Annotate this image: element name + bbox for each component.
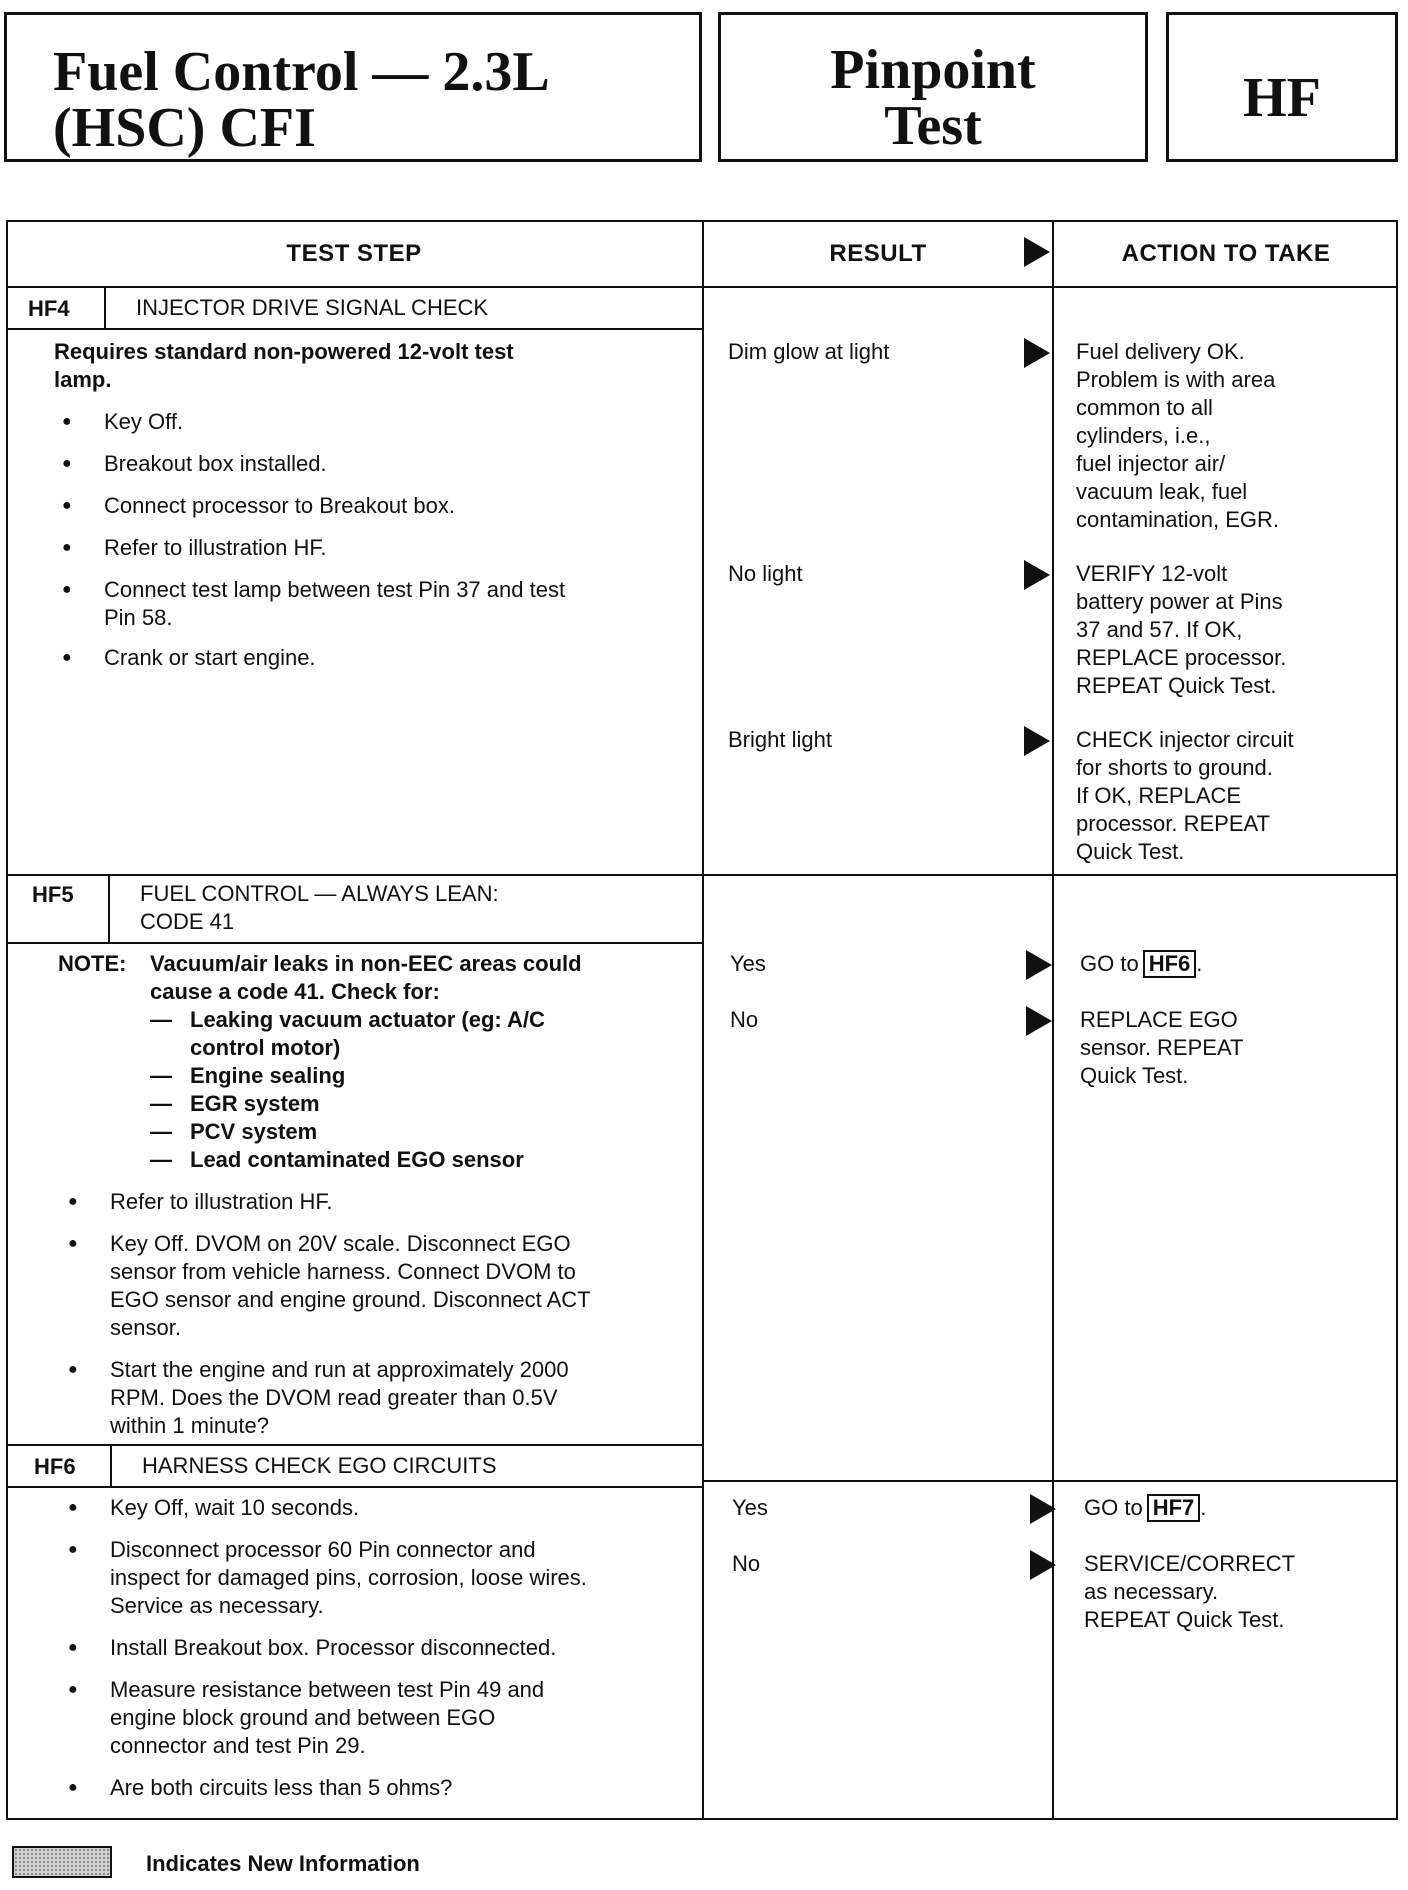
hf4-action-2-l3: 37 and 57. If OK, xyxy=(1076,617,1243,642)
hf6-header-bottom xyxy=(6,1486,702,1488)
hf4-action-3-l2: for shorts to ground. xyxy=(1076,755,1273,780)
hf4-bullet-1: ● Key Off. xyxy=(104,408,183,436)
divider-step-result xyxy=(702,220,704,1820)
hf6-result-yes-arrow-icon xyxy=(1030,1494,1056,1524)
hf6-bullet-3: ● Install Breakout box. Processor disconnected. xyxy=(110,1634,556,1662)
hf6-id-divider xyxy=(110,1444,112,1486)
hf6-result-no: No xyxy=(732,1551,761,1576)
hf5-step-title-l1: FUEL CONTROL — ALWAYS LEAN: xyxy=(140,881,499,906)
hf4-action-1-l5: fuel injector air/ xyxy=(1076,451,1226,476)
hf6-bullet-4-l2: engine block ground and between EGO xyxy=(110,1705,496,1730)
hf6-action-no-l1: SERVICE/CORRECT xyxy=(1084,1551,1296,1576)
hf4-header-bottom xyxy=(6,328,702,330)
hf5-bullet-2: ● Key Off. DVOM on 20V scale. Disconnect EGO xyxy=(110,1230,571,1258)
header-divider xyxy=(6,286,1398,288)
hf4-action-2-l5: REPEAT Quick Test. xyxy=(1076,673,1277,698)
hf6-action-yes xyxy=(1084,1494,1206,1522)
hf4-id-divider xyxy=(104,286,106,328)
hf4-step-title: INJECTOR DRIVE SIGNAL CHECK xyxy=(136,295,489,320)
hf5-bullet-3: ● Start the engine and run at approximately 2000 xyxy=(110,1356,569,1384)
section-code: HF xyxy=(1243,67,1321,129)
hf4-action-2-l4: REPLACE processor. xyxy=(1076,645,1287,670)
hf5-id-divider xyxy=(108,874,110,942)
hf6-step-id: HF6 xyxy=(34,1454,76,1479)
hf6-bullet-2: ● Disconnect processor 60 Pin connector and xyxy=(110,1536,536,1564)
header-result: RESULT xyxy=(829,240,927,267)
hf5-bullet-1: ● Refer to illustration HF. xyxy=(110,1188,333,1216)
hf6-action-no-l2: as necessary. xyxy=(1084,1579,1219,1604)
hf4-result-2: No light xyxy=(728,561,803,586)
divider-result-action xyxy=(1052,220,1054,1820)
hf5-check-3: — EGR system xyxy=(190,1090,320,1118)
hf4-action-1-l2: Problem is with area xyxy=(1076,367,1276,392)
hf6-bullet-5: ● Are both circuits less than 5 ohms? xyxy=(110,1774,452,1802)
hf6-bullet-4: ● Measure resistance between test Pin 49 and xyxy=(110,1676,544,1704)
hf5-bottom-divider-right xyxy=(702,1480,1398,1482)
hf4-bullet-3: ● Connect processor to Breakout box. xyxy=(104,492,455,520)
pinpoint-line2: Test xyxy=(884,95,982,157)
hf5-note-label: NOTE: xyxy=(58,951,127,976)
hf6-bullet-4-l3: connector and test Pin 29. xyxy=(110,1733,366,1758)
page-title-line2: (HSC) CFI xyxy=(53,97,316,159)
hf5-bullet-3-l3: within 1 minute? xyxy=(110,1413,269,1438)
hf4-requirement-l2: lamp. xyxy=(54,367,112,392)
hf5-note-l2: cause a code 41. Check for: xyxy=(150,979,440,1004)
hf5-step-title-l2: CODE 41 xyxy=(140,909,235,934)
hf6-action-yes-period: . xyxy=(1200,1495,1207,1520)
hf4-action-1-l3: common to all xyxy=(1076,395,1213,420)
title-box xyxy=(4,12,702,162)
hf5-action-no-l2: sensor. REPEAT xyxy=(1080,1035,1244,1060)
hf4-action-1-l7: contamination, EGR. xyxy=(1076,507,1279,532)
hf4-action-1-l4: cylinders, i.e., xyxy=(1076,423,1211,448)
hf4-bullet-5-cont: Pin 58. xyxy=(104,605,173,630)
hf7-step-link[interactable]: HF7 xyxy=(1147,1494,1201,1522)
hf5-check-1: — Leaking vacuum actuator (eg: A/C xyxy=(190,1006,545,1034)
hf4-action-1-l1: Fuel delivery OK. xyxy=(1076,339,1245,364)
hf5-check-2: — Engine sealing xyxy=(190,1062,345,1090)
new-info-legend: Indicates New Information xyxy=(146,1851,420,1876)
hf6-bullet-2-l3: Service as necessary. xyxy=(110,1593,324,1618)
new-info-swatch xyxy=(12,1846,112,1878)
hf4-bottom-divider xyxy=(6,874,1398,876)
pinpoint-test-box xyxy=(718,12,1148,162)
hf5-check-5: — Lead contaminated EGO sensor xyxy=(190,1146,524,1174)
code-box xyxy=(1166,12,1398,162)
hf6-action-yes-text: GO to xyxy=(1084,1495,1143,1520)
hf4-result-3-arrow-icon xyxy=(1024,726,1050,756)
hf5-bullet-2-l3: EGO sensor and engine ground. Disconnect ACT xyxy=(110,1287,591,1312)
hf6-bullet-2-l2: inspect for damaged pins, corrosion, loose wires. xyxy=(110,1565,587,1590)
hf6-result-no-arrow-icon xyxy=(1030,1550,1056,1580)
hf5-action-no-l3: Quick Test. xyxy=(1080,1063,1189,1088)
hf5-bullet-2-l4: sensor. xyxy=(110,1315,181,1340)
hf6-result-yes: Yes xyxy=(732,1495,768,1520)
hf6-step-title: HARNESS CHECK EGO CIRCUITS xyxy=(142,1453,497,1478)
hf5-bullet-2-l2: sensor from vehicle harness. Connect DVOM to xyxy=(110,1259,576,1284)
hf5-action-no-l1: REPLACE EGO xyxy=(1080,1007,1238,1032)
hf4-bullet-5: ● Connect test lamp between test Pin 37 and test xyxy=(104,576,565,604)
hf5-action-yes-period: . xyxy=(1196,951,1203,976)
hf4-result-1-arrow-icon xyxy=(1024,338,1050,368)
pinpoint-line1: Pinpoint xyxy=(830,39,1036,101)
hf5-result-no: No xyxy=(730,1007,759,1032)
hf5-result-yes-arrow-icon xyxy=(1026,950,1052,980)
header-action: ACTION TO TAKE xyxy=(1121,240,1331,267)
header-test-step: TEST STEP xyxy=(286,240,422,267)
hf4-action-3-l5: Quick Test. xyxy=(1076,839,1185,864)
hf4-result-2-arrow-icon xyxy=(1024,560,1050,590)
hf4-action-3-l1: CHECK injector circuit xyxy=(1076,727,1294,752)
hf4-step-id: HF4 xyxy=(28,296,70,321)
hf5-header-bottom xyxy=(6,942,702,944)
hf5-check-1-cont: control motor) xyxy=(190,1035,341,1060)
hf6-bullet-1: ● Key Off, wait 10 seconds. xyxy=(110,1494,359,1522)
hf5-result-yes: Yes xyxy=(730,951,766,976)
hf6-step-link[interactable]: HF6 xyxy=(1143,950,1197,978)
page-title-line1: Fuel Control — 2.3L xyxy=(53,41,550,103)
header-arrow-icon xyxy=(1024,237,1050,267)
hf4-action-3-l3: If OK, REPLACE xyxy=(1076,783,1242,808)
hf4-action-2-l1: VERIFY 12-volt xyxy=(1076,561,1228,586)
hf4-action-2-l2: battery power at Pins xyxy=(1076,589,1283,614)
hf6-action-no-l3: REPEAT Quick Test. xyxy=(1084,1607,1285,1632)
hf4-bullet-6: ● Crank or start engine. xyxy=(104,644,316,672)
hf5-result-no-arrow-icon xyxy=(1026,1006,1052,1036)
hf5-step-id: HF5 xyxy=(32,882,74,907)
hf4-bullet-2: ● Breakout box installed. xyxy=(104,450,327,478)
hf5-note-l1: Vacuum/air leaks in non-EEC areas could xyxy=(150,951,582,976)
hf4-action-1-l6: vacuum leak, fuel xyxy=(1076,479,1248,504)
hf4-result-1: Dim glow at light xyxy=(728,339,890,364)
hf5-action-yes-text: GO to xyxy=(1080,951,1139,976)
hf4-bullet-4: ● Refer to illustration HF. xyxy=(104,534,327,562)
hf5-bullet-3-l2: RPM. Does the DVOM read greater than 0.5V xyxy=(110,1385,558,1410)
hf5-action-yes xyxy=(1080,950,1202,978)
hf4-action-3-l4: processor. REPEAT xyxy=(1076,811,1270,836)
hf5-check-4: — PCV system xyxy=(190,1118,317,1146)
hf4-result-3: Bright light xyxy=(728,727,832,752)
hf4-requirement-l1: Requires standard non-powered 12-volt test xyxy=(54,339,514,364)
